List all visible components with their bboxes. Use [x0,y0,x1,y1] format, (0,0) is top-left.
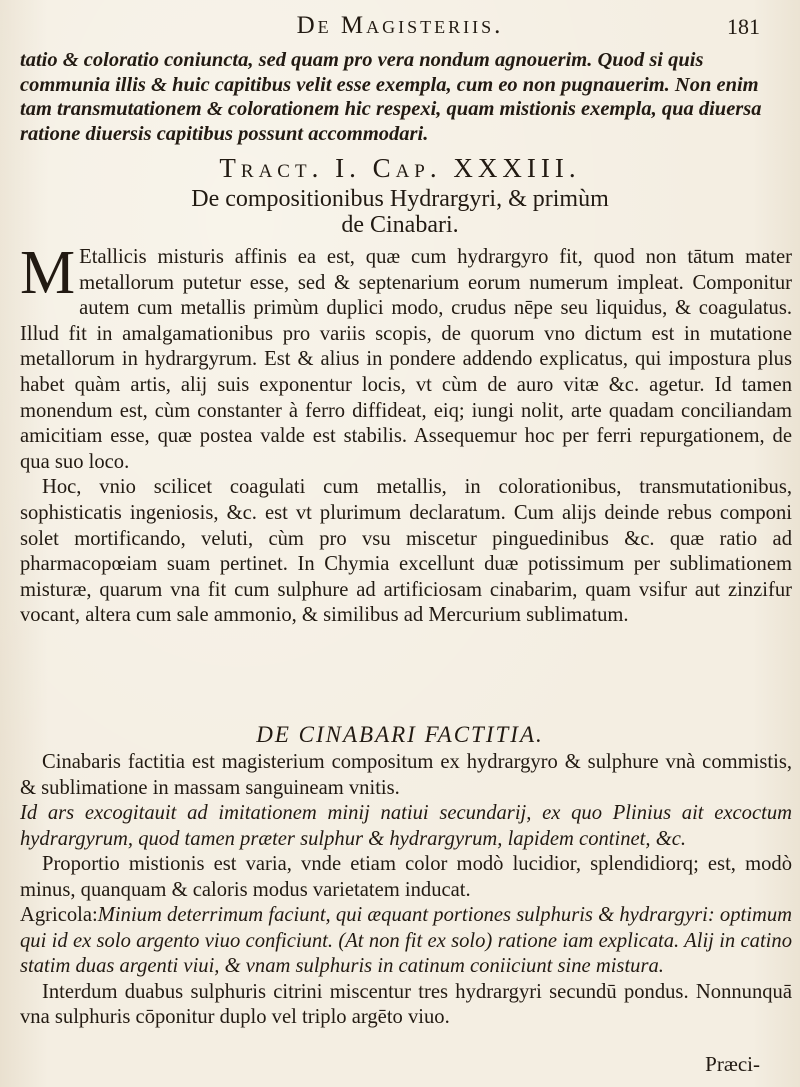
definition-paragraph: Cinabaris factitia est magisterium compositum ex hydrargyro & sulphure vnà commistis, & sublimatione in massam sanguineam vnitis. [20,751,792,799]
intro-paragraph: tatio & coloratio coniuncta, sed quam pro vera nondum agnouerim. Quod si quis communia illis & huic capitibus velit esse exempla, cum eo non pugnauerim. Non enim tam transmutationem & colorationem hic respexi, quam mistionis exempla, qua diuersa ratione diuersis capitibus possunt accommodari. [20,49,762,145]
body-paragraph-2: Hoc, vnio scilicet coagulati cum metallis, in colorationibus, transmutationibus, sophisticatis ingeniosis, &c. est vt plurimum declaratum. Cum alijs deinde rebus componi solet mortificando, veluti, cùm pro vsu miscetur pinguedinibus &c. quæ ratio ad pharmacopœiam suam pertinet. In Chymia excellunt duæ potissimum per sublimationem misturæ, quarum vna fit cum sulphure ad artificiosam cinabarim, quam vsifur aut zinzifur vocant, altera cum sale ammonio, & similibus ad Mercurium sublimatum. [20,476,792,627]
agricola-paragraph [20,903,792,980]
agricola-lead: Agricola: [20,904,98,926]
catchword: Præci- [705,1052,760,1076]
pliny-paragraph: Id ars excogitauit ad imitationem minij natiui secundarij, ex quo Plinius ait excoctum hydrargyrum, quod tamen præter sulphur & hydrargyrum, lapidem continet, &c. [20,802,792,850]
tract-heading: Tract. I. Cap. XXXIII. [219,153,581,183]
running-title: De Magisteriis. [296,12,504,39]
body-paragraph-1-text: Etallicis misturis affinis ea est, quæ cum hydrargyro fit, quod non tātum mater metallorum putetur esse, sed & septenarium eorum numerum impleat. Componitur autem cum metallis primùm duplici modo, crudus nēpe seu liquidus, & coagulatus. Illud fit in amalgamationibus pro variis scopis, de quorum vno dictum est in mutatione metallorum in hydrargyrum. Est & alius in pondere addendo explicatus, qui impostura plus habet quàm artis, alij suis exponentur locis, vt cùm de auro vitæ &c. agetur. Id tamen monendum est, cùm constanter à ferro diffideat, eiq; iungi nolit, arte quadam conciliandam amicitiam esse, quæ postea valde est stabilis. Assequemur hoc per ferri repurgationem, de qua suo loco. [20,246,792,473]
page-header [40,12,760,46]
drop-cap: M [20,239,76,307]
chapter-title-line-1: De compositionibus Hydrargyri, & primùm [191,186,609,212]
body-paragraph-1 [20,239,792,475]
chapter-title-line-2: de Cinabari. [341,212,459,238]
chapter-body [20,239,792,629]
chapter-title [0,186,800,238]
interdum-paragraph: Interdum duabus sulphuris citrini miscentur tres hydrargyri secundū pondus. Nonnunquā vna sulphuris cōponitur duplo vel triplo argēto viuo. [20,980,792,1028]
section-title: DE CINABARI FACTITIA. [256,722,544,747]
page-number: 181 [727,14,760,39]
proportion-paragraph: Proportio mistionis est varia, vnde etiam color modò lucidior, splendidiorq; est, modò minus, quanquam & caloris modus varietatem inducat. [20,853,792,901]
agricola-quote: Minium deterrimum faciunt, qui æquant portiones sulphuris & hydrargyri: optimum qui id ex solo argento viuo conficiunt. (At non fit ex solo) ratione iam explicata. Alij in catino statim duas argenti viui, & vnam sulphuris in catinum coniiciunt sine mistura. [20,904,792,977]
section-body [20,750,792,1031]
